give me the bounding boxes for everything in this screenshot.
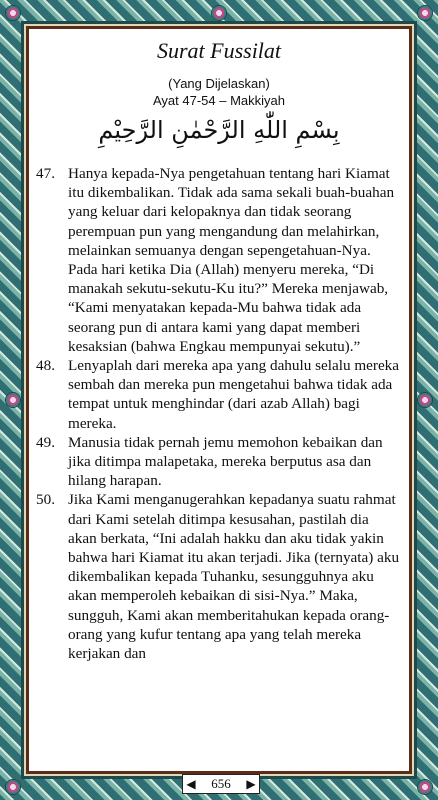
verse-text: Manusia tidak pernah jemu memohon kebaikan dan jika ditimpa malapetaka, mereka berputus asa dan hilang harapan. xyxy=(68,433,383,490)
page-number: 656 xyxy=(211,776,231,791)
top-ornament-icon xyxy=(212,6,226,20)
previous-page-icon[interactable]: ◀ xyxy=(186,777,196,791)
surah-subtitle: (Yang Dijelaskan) xyxy=(168,76,270,91)
surah-title: Surat Fussilat xyxy=(156,38,282,63)
side-ornament-icon xyxy=(6,393,20,407)
ayat-range: Ayat 47-54 – Makkiyah xyxy=(153,93,285,108)
corner-ornament-icon xyxy=(418,780,432,794)
verse-number: 48. xyxy=(36,357,55,375)
side-ornament-icon xyxy=(418,393,432,407)
corner-ornament-icon xyxy=(6,6,20,20)
verse-item xyxy=(30,490,400,663)
verse-item xyxy=(30,433,400,491)
verse-text: Jika Kami menganugerahkan kepadanya suatu rahmat dari Kami setelah ditimpa kesusahan, pastilah dia akan berkata, “Ini adalah hakku dan aku tidak yakin bahwa hari Kiamat itu akan terjadi. Jika (ternyata) aku dikembalikan kepada Tuhanku, sesungguhnya aku akan memperoleh kebaikan di sisi-Nya.” Maka, sungguh, Kami akan memberitahukan kepada orang-orang yang kufur tentang apa yang telah mereka kerjakan dan xyxy=(68,491,400,663)
corner-ornament-icon xyxy=(418,6,432,20)
verse-number: 50. xyxy=(36,491,55,509)
surah-header xyxy=(30,38,408,144)
next-page-icon[interactable]: ▶ xyxy=(246,777,256,791)
basmalah: بِسْمِ اللّٰهِ الرَّحْمٰنِ الرَّحِيْمِ xyxy=(98,116,340,144)
verse-number: 47. xyxy=(36,165,55,182)
verse-text: Lenyaplah dari mereka apa yang dahulu selalu mereka sembah dan mereka pun mengetahui bahwa tidak ada tempat untuk menghindar (dari azab Allah) bagi mereka. xyxy=(68,357,400,432)
verse-text: Hanya kepada-Nya pengetahuan tentang hari Kiamat itu dikembalikan. Tidak ada sama sekali buah-buahan yang keluar dari kelopaknya dan tidak seorang perempuan pun yang mengandung dan melahirkan, melainkan semuanya dengan sepengetahuan-Nya. Pada hari ketika Dia (Allah) menyeru mereka, “Di manakah sekutu-sekutu-Ku itu?” Mereka menjawab, “Kami menyatakan kepada-Mu bahwa tidak ada seorang pun di antara kami yang dapat memberi kesaksian (bahwa Engkau mempunyai sekutu).” xyxy=(68,165,395,355)
page-content xyxy=(30,30,408,770)
corner-ornament-icon xyxy=(6,780,20,794)
verse-item xyxy=(30,164,400,356)
verse-list xyxy=(30,164,408,663)
verse-item xyxy=(30,356,400,433)
page-navigator xyxy=(182,774,260,794)
verse-number: 49. xyxy=(36,433,55,451)
